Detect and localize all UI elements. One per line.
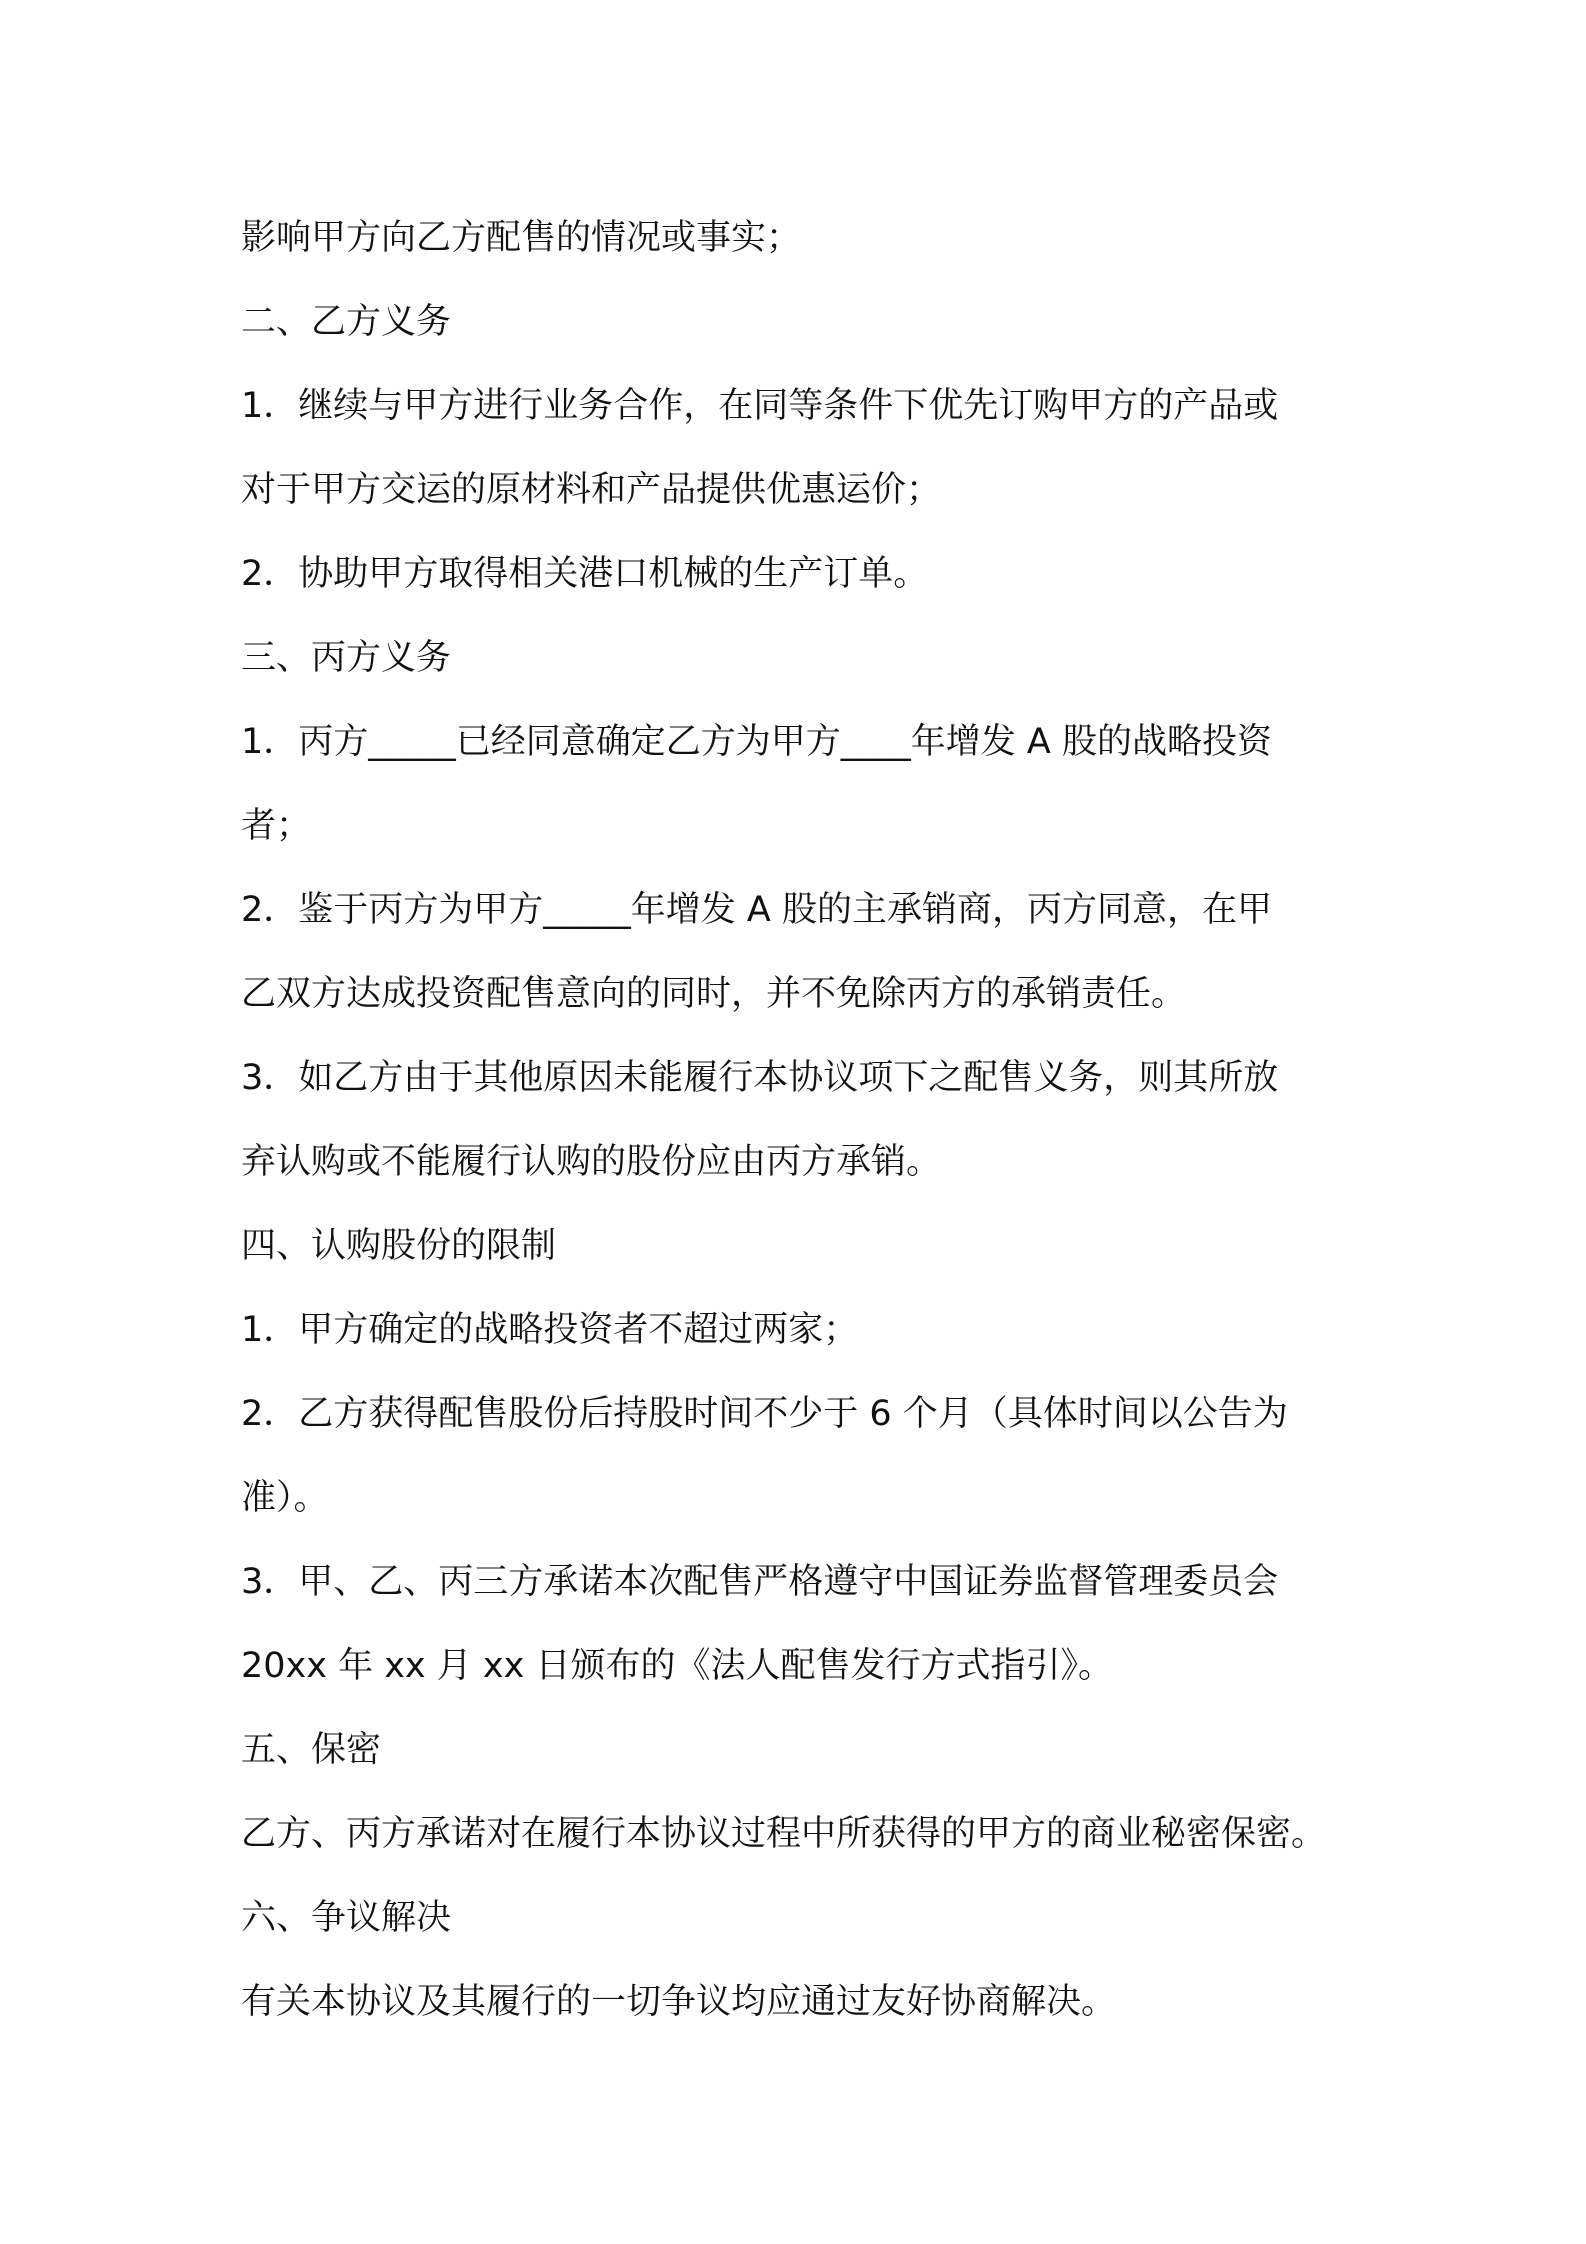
section-heading: 四、认购股份的限制 — [241, 1226, 557, 1266]
body-text-line: 对于甲方交运的原材料和产品提供优惠运价； — [241, 470, 942, 510]
body-text-line: 3．甲、乙、丙三方承诺本次配售严格遵守中国证券监督管理委员会 — [241, 1562, 1279, 1602]
body-text-line: 1．甲方确定的战略投资者不超过两家； — [241, 1310, 859, 1350]
body-text-line: 乙双方达成投资配售意向的同时，并不免除丙方的承销责任。 — [241, 974, 1187, 1014]
body-text-line: 准）。 — [241, 1478, 329, 1518]
body-text-line: 弃认购或不能履行认购的股份应由丙方承销。 — [241, 1142, 942, 1182]
body-text-line: 1．丙方_____已经同意确定乙方为甲方____年增发 A 股的战略投资 — [241, 722, 1272, 762]
body-text-line: 1．继续与甲方进行业务合作，在同等条件下优先订购甲方的产品或 — [241, 386, 1279, 426]
body-text-line: 有关本协议及其履行的一切争议均应通过友好协商解决。 — [241, 1982, 1117, 2022]
body-text-line: 2．鉴于丙方为甲方_____年增发 A 股的主承销商，丙方同意，在甲 — [241, 890, 1272, 930]
body-text-line: 20xx 年 xx 月 xx 日颁布的《法人配售发行方式指引》。 — [241, 1646, 1113, 1686]
body-text-line: 者； — [241, 806, 312, 846]
body-text-line: 2．协助甲方取得相关港口机械的生产订单。 — [241, 554, 929, 594]
document-body — [241, 196, 1391, 2044]
section-heading: 二、乙方义务 — [241, 302, 452, 342]
body-text-line: 乙方、丙方承诺对在履行本协议过程中所获得的甲方的商业秘密保密。 — [241, 1814, 1327, 1854]
section-heading: 五、保密 — [241, 1730, 382, 1770]
section-heading: 三、丙方义务 — [241, 638, 452, 678]
section-heading: 六、争议解决 — [241, 1898, 452, 1938]
body-text-line: 影响甲方向乙方配售的情况或事实； — [241, 218, 802, 258]
body-text-line: 2．乙方获得配售股份后持股时间不少于 6 个月（具体时间以公告为 — [241, 1394, 1288, 1434]
body-text-line: 3．如乙方由于其他原因未能履行本协议项下之配售义务，则其所放 — [241, 1058, 1279, 1098]
